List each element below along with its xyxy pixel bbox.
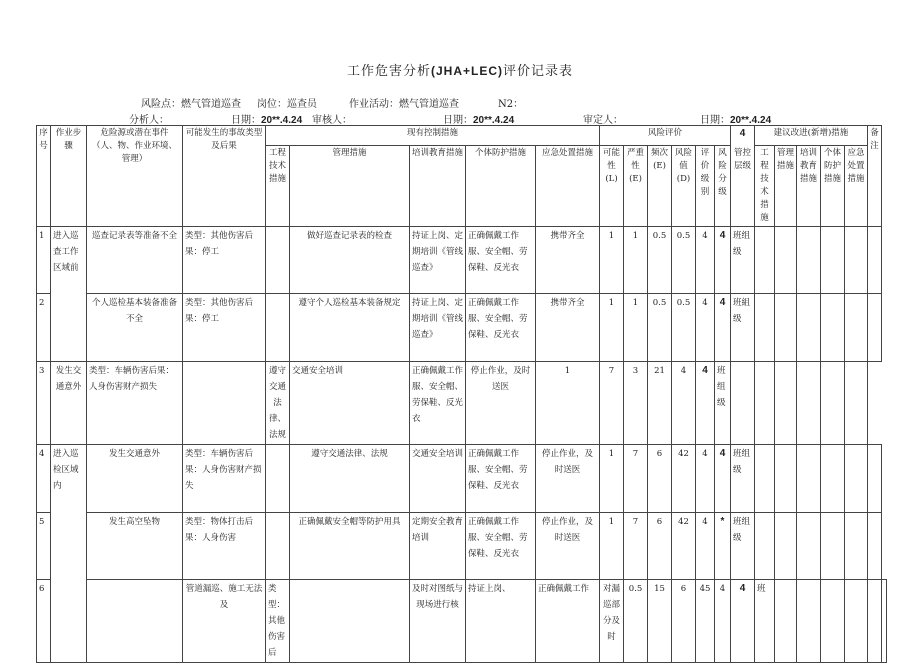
mgmt-cell: 做好巡查记录表的检查 [290, 227, 410, 294]
training-cell: 持证上岗、 [466, 580, 536, 663]
suggest-cell [821, 294, 845, 362]
freq-cell: 3 [624, 362, 648, 445]
header-seq: 序号 [37, 126, 51, 227]
freq-cell: 0.5 [648, 294, 672, 362]
seq-cell: 5 [37, 513, 51, 580]
header-severity: 严重性(E) [624, 146, 648, 227]
seq-cell: 1 [37, 227, 51, 294]
emergency-cell: 停止作业，及时送医 [536, 513, 600, 580]
header-controls: 现有控制措施 [266, 126, 600, 146]
training-cell: 持证上岗、定期培训《管线巡查》 [410, 294, 466, 362]
grade-cell: 4 [672, 362, 696, 445]
suggest-cell [775, 580, 797, 663]
header-freq: 频次(E) [648, 146, 672, 227]
grade-cell: 4 [696, 445, 715, 513]
consequence-cell: 类型：物体打击后果：人身伤害 [183, 513, 266, 580]
date-3: 20**.4.24 [730, 115, 772, 126]
header-mgmt: 管理措施 [290, 146, 410, 227]
grade-cell: 4 [696, 513, 715, 580]
header-emergency: 应急处置措施 [536, 146, 600, 227]
emergency-cell: 对漏巡部分及时 [600, 580, 624, 663]
suggest-cell [755, 513, 775, 580]
severity-cell: 7 [624, 445, 648, 513]
risk-level-cell: 4 [715, 227, 731, 294]
eng-cell [266, 227, 290, 294]
jha-table [36, 125, 887, 663]
hazard-cell: 发生交通意外 [51, 362, 87, 445]
suggest-cell [775, 513, 797, 580]
table-row [37, 227, 887, 294]
d-cell: 21 [648, 362, 672, 445]
header-ppe: 个体防护措施 [466, 146, 536, 227]
header-consequence: 可能发生的事故类型及后果 [183, 126, 266, 227]
table-row [37, 513, 887, 580]
suggest-cell [821, 513, 845, 580]
hazard-cell: 个人巡检基本装备准备不全 [87, 294, 183, 362]
seq-cell: 6 [37, 580, 51, 663]
header-risk-eval: 风险评价 [600, 126, 731, 146]
mgmt-cell: 遵守交通法律、法规 [290, 445, 410, 513]
freq-cell: 6 [648, 513, 672, 580]
header-step: 作业步骤 [51, 126, 87, 227]
hazard-cell: 管道漏巡、施工无法及 [183, 580, 266, 663]
control-level-cell: 班组级 [715, 362, 731, 445]
suggest-cell [731, 362, 755, 445]
suggest-cell [868, 227, 882, 294]
suggest-cell [821, 227, 845, 294]
emergency-cell: 停止作业，及时送医 [536, 445, 600, 513]
l-cell: 0.5 [624, 580, 648, 663]
suggest-cell [775, 445, 797, 513]
eng-cell [290, 580, 410, 663]
training-cell: 定期安全教育培训 [410, 513, 466, 580]
suggest-cell [797, 445, 821, 513]
suggest-cell [882, 580, 887, 663]
approver: 审定人： [583, 115, 623, 126]
l-cell: 1 [536, 362, 600, 445]
freq-cell: 0.5 [648, 227, 672, 294]
freq-cell: 6 [648, 445, 672, 513]
grade-cell: 4 [696, 227, 715, 294]
training-cell: 交通安全培训 [290, 362, 410, 445]
doc-no: N2： [498, 99, 524, 110]
suggest-cell [845, 294, 868, 362]
d-cell: 42 [672, 513, 696, 580]
consequence-cell: 类型：车辆伤害后果：人身伤害财产损失 [87, 362, 183, 445]
ppe-cell: 正确佩戴工作 [536, 580, 600, 663]
eng-cell [266, 513, 290, 580]
suggest-cell [868, 445, 882, 513]
post: 岗位：巡查员 [257, 99, 317, 110]
mgmt-cell: 正确佩戴安全帽等防护用具 [290, 513, 410, 580]
control-level-cell: 班组级 [731, 445, 755, 513]
header-s-mgmt: 管理措施 [775, 146, 797, 227]
d-cell: 45 [696, 580, 715, 663]
emergency-cell: 停止作业，及时送医 [466, 362, 536, 445]
risk-level-cell: 4 [731, 580, 755, 663]
date-label-1: 日期：20**.4.24 [231, 115, 303, 126]
ppe-cell: 正确佩戴工作服、安全帽、劳保鞋、反光衣 [466, 445, 536, 513]
suggest-cell [821, 580, 845, 663]
table-row [37, 580, 887, 663]
risk-level-cell: 4 [696, 362, 715, 445]
suggest-cell [775, 227, 797, 294]
seq-cell: 4 [37, 445, 51, 513]
risk-point: 风险点：燃气管道巡查 [141, 99, 241, 110]
eng-cell [266, 445, 290, 513]
severity-cell: 7 [624, 513, 648, 580]
mgmt-cell: 及时对图纸与现场进行核 [410, 580, 466, 663]
control-level-mark: 4 [739, 128, 746, 139]
training-cell: 交通安全培训 [410, 445, 466, 513]
control-level-cell: 班組级 [731, 294, 755, 362]
step-cell: 进入巡检区域内 [51, 445, 87, 663]
header-eng: 工程技术措施 [266, 146, 290, 227]
header-s-ppe: 个体防护措施 [821, 146, 845, 227]
severity-cell: 1 [624, 294, 648, 362]
risk-level-cell: 4 [715, 294, 731, 362]
consequence-cell: 类型：车辆伤害后果：人身伤害财产损失 [183, 445, 266, 513]
step-cell: 进入巡查工作区域前 [51, 227, 87, 362]
page-title: 工作危害分析(JHA+LEC)评价记录表 [346, 64, 574, 79]
date-1: 20**.4.24 [261, 115, 303, 126]
suggest-cell [797, 362, 821, 445]
hazard-cell: 发生高空坠物 [87, 513, 183, 580]
hazard-cell: 巡查记录表等准备不全 [87, 227, 183, 294]
l-cell: 1 [600, 445, 624, 513]
d-cell: 0.5 [672, 227, 696, 294]
header-hazard: 危险源或潜在事件（人、物、作业环境、管理） [87, 126, 183, 227]
suggest-cell [821, 362, 845, 445]
ppe-cell: 正确佩戴工作服、安全帽、劳保鞋、反光衣 [410, 362, 466, 445]
l-cell: 1 [600, 513, 624, 580]
suggest-cell [845, 362, 868, 445]
header-suggest: 建议改进(新增)措施 [755, 126, 868, 146]
control-level-cell: 班组级 [731, 227, 755, 294]
suggest-cell [755, 445, 775, 513]
date-label-2: 日期：20**.4.24 [443, 115, 515, 126]
severity-cell: 1 [624, 227, 648, 294]
suggest-cell [845, 445, 868, 513]
suggest-cell [755, 294, 775, 362]
control-level-cell: 班组级 [731, 513, 755, 580]
emergency-cell: 携带齐全 [536, 227, 600, 294]
suggest-cell [797, 513, 821, 580]
suggest-cell [775, 362, 797, 445]
ppe-cell: 正确佩戴工作服、安全帽、劳保鞋、反光衣 [466, 294, 536, 362]
d-cell: 0.5 [672, 294, 696, 362]
date-label-3: 日期：20**.4.24 [700, 115, 772, 126]
analyst: 分析人： [129, 115, 169, 126]
header-risk-level: 风险分级 [715, 146, 731, 227]
reviewer: 审核人： [312, 115, 352, 126]
table-row [37, 294, 887, 362]
suggest-cell [797, 580, 821, 663]
header-training: 培训教育措施 [410, 146, 466, 227]
ppe-cell: 正确佩戴工作服、安全帽、劳保鞋、反光衣 [466, 513, 536, 580]
consequence-cell: 类型：其他伤害后果：停工 [183, 227, 266, 294]
header-remark: 备注 [868, 126, 882, 227]
header-grade: 评价级别 [696, 146, 715, 227]
freq-cell: 6 [672, 580, 696, 663]
risk-level-cell: * [715, 513, 731, 580]
suggest-cell [797, 294, 821, 362]
suggest-cell [797, 227, 821, 294]
header-control-level-text: 管控层级 [731, 146, 755, 227]
activity: 作业活动：燃气管道巡查 [349, 99, 459, 110]
suggest-cell [775, 294, 797, 362]
step-cell [87, 580, 183, 663]
table-row [37, 362, 887, 445]
mgmt-cell: 遵守个人巡检基本装备规定 [290, 294, 410, 362]
l-cell: 1 [600, 294, 624, 362]
d-cell: 42 [672, 445, 696, 513]
table-row [37, 445, 887, 513]
seq-cell: 2 [37, 294, 51, 362]
suggest-cell [845, 580, 868, 663]
seq-cell: 3 [37, 362, 51, 445]
consequence-cell: 类型：其他伤害后 [266, 580, 290, 663]
header-L: 可能性(L) [600, 146, 624, 227]
header-s-emerg: 应急处置措施 [845, 146, 868, 227]
suggest-cell [868, 513, 882, 580]
mgmt-cell: 遵守交通法律、法规 [266, 362, 290, 445]
suggest-cell [755, 362, 775, 445]
suggest-cell [821, 445, 845, 513]
grade-cell: 4 [696, 294, 715, 362]
ppe-cell: 正确佩戴工作服、安全帽、劳保鞋、反光衣 [466, 227, 536, 294]
l-cell: 1 [600, 227, 624, 294]
control-level-cell: 班 [755, 580, 775, 663]
training-cell: 持证上岗、定期培训《管线巡查》 [410, 227, 466, 294]
suggest-cell [845, 227, 868, 294]
suggest-cell [845, 513, 868, 580]
header-control-level [731, 126, 755, 146]
emergency-cell: 携带齐全 [536, 294, 600, 362]
grade-cell: 4 [715, 580, 731, 663]
header-s-eng: 工程技术措施 [755, 146, 775, 227]
hazard-cell: 发生交通意外 [87, 445, 183, 513]
eng-cell [266, 294, 290, 362]
header-D: 风险值(D) [672, 146, 696, 227]
severity-cell: 15 [648, 580, 672, 663]
risk-level-cell: 4 [715, 445, 731, 513]
suggest-cell [868, 294, 882, 362]
suggest-cell [868, 580, 882, 663]
eng-cell [183, 362, 266, 445]
header-s-train: 培训教育措施 [797, 146, 821, 227]
consequence-cell: 类型：其他伤害后果：停工 [183, 294, 266, 362]
table-body [37, 227, 887, 663]
severity-cell: 7 [600, 362, 624, 445]
date-2: 20**.4.24 [473, 115, 515, 126]
suggest-cell [755, 227, 775, 294]
